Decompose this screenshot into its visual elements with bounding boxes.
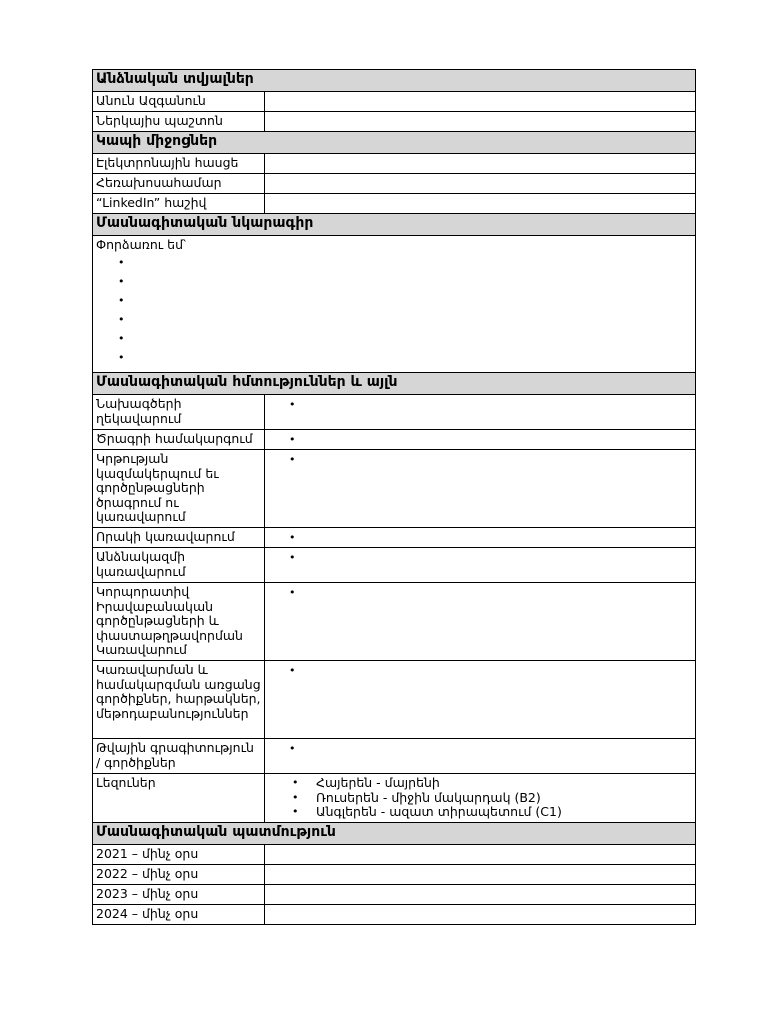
table-row <box>93 430 696 450</box>
table-row <box>93 885 696 905</box>
section-header-profile <box>93 214 696 236</box>
list-item <box>116 310 692 329</box>
history-value <box>265 905 696 925</box>
bullet-icon: • <box>289 453 296 466</box>
language-item-armenian: • Հայերեն - մայրենի <box>268 776 692 791</box>
skill-label-quality-management: Որակի կառավարում <box>93 528 265 548</box>
skill-label-education-organization: Կրթության կազմակերպում եւ գործընթացների ծրագրում ու կառավարում <box>93 450 265 528</box>
list-item <box>116 329 692 348</box>
skill-value-cell <box>265 450 696 528</box>
history-value <box>265 885 696 905</box>
table-row <box>93 548 696 583</box>
bullet-icon: • <box>289 742 296 755</box>
section-title-personal: Անձնական տվյալներ <box>93 70 696 92</box>
field-value-current-position <box>265 112 696 132</box>
profile-bullet-list <box>96 253 692 368</box>
field-value-full-name <box>265 92 696 112</box>
skill-value-cell <box>265 430 696 450</box>
bullet-icon: • <box>289 551 296 564</box>
table-row <box>93 774 696 823</box>
field-label-phone: Հեռախոսահամար <box>93 174 265 194</box>
skill-value-cell <box>265 583 696 661</box>
section-title-history: Մասնագիտական պատմություն <box>93 823 696 845</box>
list-item <box>116 348 692 367</box>
skill-label-online-tools: Կառավարման և համակարգման առցանց գործիքներ, հարթակներ, մեթոդաբանություններ <box>93 661 265 739</box>
field-label-email: Էլեկտրոնային հասցե <box>93 154 265 174</box>
bullet-icon: • <box>289 531 296 544</box>
profile-row <box>93 236 696 373</box>
list-item <box>116 291 692 310</box>
skill-label-program-coordination: Ծրագրի համակարգում <box>93 430 265 450</box>
profile-cell <box>93 236 696 373</box>
table-row <box>93 395 696 430</box>
skill-label-corporate-legal: Կորպորատիվ Իրավաբանական գործընթացների և փաստաթղթավորման Կառավարում <box>93 583 265 661</box>
table-row <box>93 174 696 194</box>
section-header-contacts <box>93 132 696 154</box>
table-row <box>93 739 696 774</box>
field-value-email <box>265 154 696 174</box>
list-item <box>116 253 692 272</box>
history-period: 2023 – մինչ օրս <box>93 885 265 905</box>
table-row <box>93 865 696 885</box>
skill-label-digital-literacy: Թվային գրագիտություն / գործիքներ <box>93 739 265 774</box>
bullet-icon: • <box>289 398 296 411</box>
table-row <box>93 154 696 174</box>
field-value-linkedin <box>265 194 696 214</box>
section-title-skills: Մասնագիտական հմտություններ և այլն <box>93 373 696 395</box>
skill-label-project-management: Նախագծերի ղեկավարում <box>93 395 265 430</box>
table-row <box>93 194 696 214</box>
field-label-current-position: Ներկայիս պաշտոն <box>93 112 265 132</box>
skill-label-languages: Լեզուներ <box>93 774 265 823</box>
table-row <box>93 112 696 132</box>
skill-value-cell <box>265 739 696 774</box>
skill-value-cell <box>265 395 696 430</box>
history-value <box>265 845 696 865</box>
section-header-history <box>93 823 696 845</box>
section-title-profile: Մասնագիտական նկարագիր <box>93 214 696 236</box>
skill-label-staff-management: Անձնակազմի կառավարում <box>93 548 265 583</box>
languages-cell <box>265 774 696 823</box>
profile-intro: Փորձառու եմ՝ <box>96 237 187 252</box>
languages-list <box>268 776 692 820</box>
skill-value-cell <box>265 548 696 583</box>
list-item <box>116 272 692 291</box>
table-row <box>93 92 696 112</box>
section-header-personal <box>93 70 696 92</box>
table-row <box>93 528 696 548</box>
bullet-icon: • <box>289 433 296 446</box>
field-label-linkedin: “LinkedIn” հաշիվ <box>93 194 265 214</box>
section-header-skills <box>93 373 696 395</box>
table-row <box>93 661 696 739</box>
field-value-phone <box>265 174 696 194</box>
language-item-russian: • Ռուսերեն - միջին մակարդակ (B2) <box>268 791 692 806</box>
history-value <box>265 865 696 885</box>
bullet-icon: • <box>289 586 296 599</box>
table-row <box>93 583 696 661</box>
language-item-english: • Անգլերեն - ազատ տիրապետում (C1) <box>268 805 692 820</box>
cv-table <box>92 69 696 925</box>
table-row <box>93 450 696 528</box>
table-row <box>93 845 696 865</box>
field-label-full-name: Անուն Ազգանուն <box>93 92 265 112</box>
bullet-icon: • <box>289 664 296 677</box>
table-row <box>93 905 696 925</box>
section-title-contacts: Կապի միջոցներ <box>93 132 696 154</box>
skill-value-cell <box>265 661 696 739</box>
history-period: 2022 – մինչ օրս <box>93 865 265 885</box>
history-period: 2021 – մինչ օրս <box>93 845 265 865</box>
skill-value-cell <box>265 528 696 548</box>
history-period: 2024 – մինչ օրս <box>93 905 265 925</box>
